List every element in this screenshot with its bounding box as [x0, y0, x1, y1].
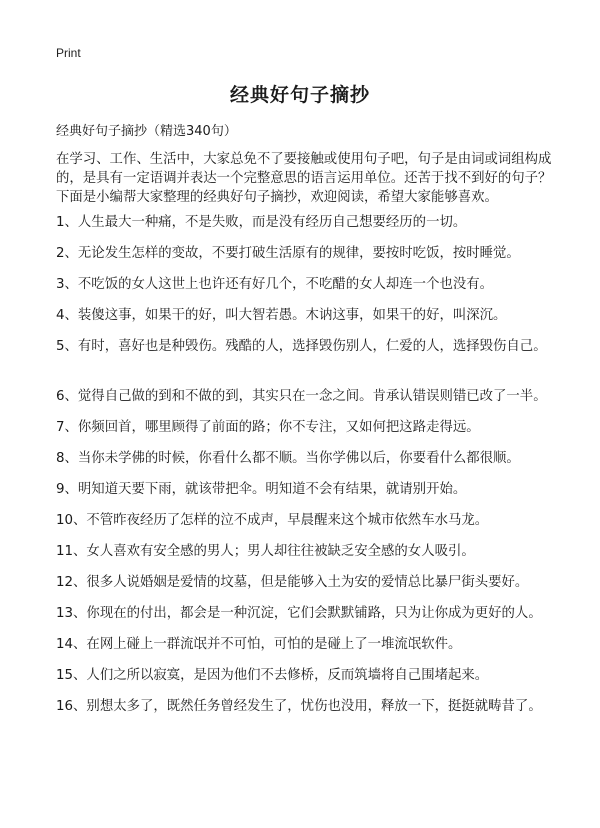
list-item: 5、有时，喜好也是种毁伤。残酷的人，选择毁伤别人，仁爱的人，选择毁伤自己。 — [56, 339, 547, 354]
list-item: 11、女人喜欢有安全感的男人；男人却往往被缺乏安全感的女人吸引。 — [56, 544, 475, 559]
list-item: 13、你现在的付出，都会是一种沉淀，它们会默默铺路，只为让你成为更好的人。 — [56, 606, 542, 621]
page-title: 经典好句子摘抄 — [229, 84, 370, 106]
list-item: 2、无论发生怎样的变故，不要打破生活原有的规律，要按时吃饭，按时睡觉。 — [56, 246, 520, 261]
list-item: 15、人们之所以寂寞，是因为他们不去修桥，反而筑墙将自己围堵起来。 — [56, 668, 489, 683]
list-item: 6、觉得自己做的到和不做的到，其实只在一念之间。肯承认错误则错已改了一半。 — [56, 389, 547, 404]
list-item: 10、不管昨夜经历了怎样的泣不成声，早晨醒来这个城市依然车水马龙。 — [56, 513, 489, 528]
list-item: 8、当你未学佛的时候，你看什么都不顺。当你学佛以后，你要看什么都很顺。 — [56, 451, 520, 466]
list-item: 3、不吃饭的女人这世上也许还有好几个，不吃醋的女人却连一个也没有。 — [56, 277, 494, 292]
list-item: 12、很多人说婚姻是爱情的坟墓，但是能够入土为安的爱情总比暴尸街头要好。 — [56, 575, 529, 590]
print-link[interactable]: Print — [56, 46, 81, 60]
list-item: 7、你频回首，哪里顾得了前面的路；你不专注，又如何把这路走得远。 — [56, 420, 480, 435]
list-item: 14、在网上碰上一群流氓并不可怕，可怕的是碰上了一堆流氓软件。 — [56, 637, 462, 652]
list-item: 16、别想太多了，既然任务曾经发生了，忧伤也没用，释放一下，挺挺就畴昔了。 — [56, 699, 542, 714]
list-item: 9、明知道天要下雨，就该带把伞。明知道不会有结果，就请别开始。 — [56, 482, 467, 497]
intro-paragraph: 在学习、工作、生活中，大家总免不了要接触或使用句子吧，句子是由词或词组构成的，是具有一定语调并表达一个完整意思的语言运用单位。还苦于找不到好的句子？下面是小编帮大家整理的经典好句子摘抄，欢迎阅读，希望大家能够喜欢。 — [56, 152, 552, 205]
article-subtitle: 经典好句子摘抄（精选340句） — [56, 124, 237, 139]
list-item: 1、人生最大一种痛，不是失败，而是没有经历自己想要经历的一切。 — [56, 215, 467, 230]
sentence-list — [56, 213, 556, 728]
list-item: 4、装傻这事，如果干的好，叫大智若愚。木讷这事，如果干的好，叫深沉。 — [56, 308, 507, 323]
